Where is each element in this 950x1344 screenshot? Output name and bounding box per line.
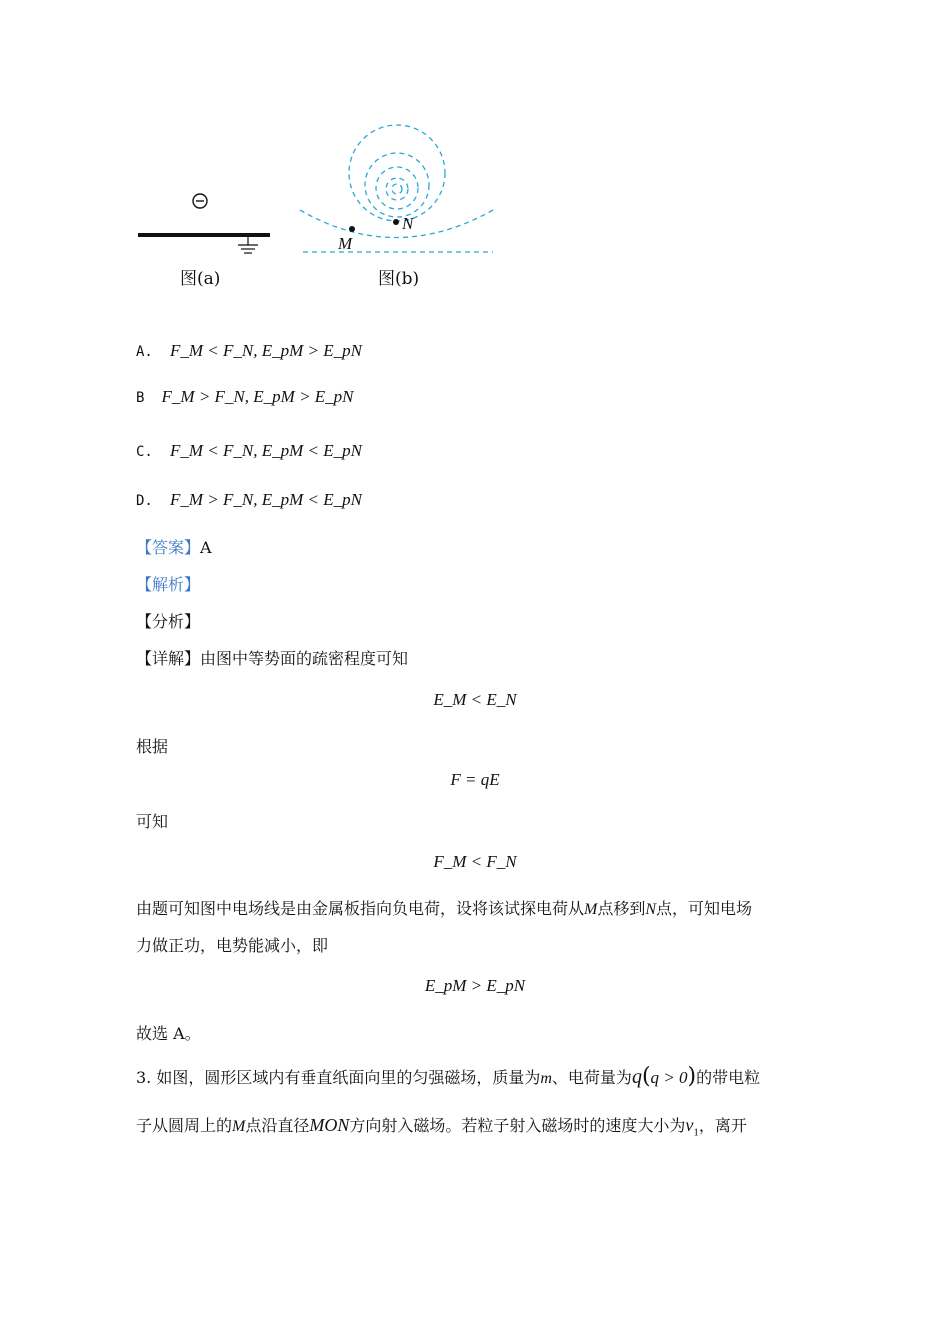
- para-n: N: [645, 901, 657, 918]
- figure-b: [295, 115, 500, 265]
- q3-line-1: 3. 如图，圆形区域内有垂直纸面向里的匀强磁场，质量为m、电荷量为q(q > 0)的带电粒: [136, 1064, 761, 1089]
- equipotential-circle-5: [392, 184, 402, 194]
- ground-icon: [238, 237, 258, 253]
- point-n-dot: [393, 219, 399, 225]
- q3-condition: q > 0: [650, 1068, 688, 1087]
- fig-a-caption: 图(a): [180, 269, 221, 289]
- option-a-formula: F_M < F_N, E_pM > E_pN: [169, 341, 362, 360]
- option-d-letter: D.: [136, 493, 153, 509]
- genju-text: 根据: [136, 737, 169, 756]
- option-a: [136, 341, 362, 361]
- q3-point-m: M: [232, 1118, 246, 1135]
- point-m-dot: [349, 226, 355, 232]
- equation-4: E_pM > E_pN: [424, 976, 526, 995]
- fig-b-caption: 图(b): [378, 269, 420, 289]
- answer-row: [136, 535, 212, 558]
- para-m: M: [584, 901, 598, 918]
- figure-a: [130, 185, 280, 265]
- equipotential-circle-1: [349, 125, 445, 221]
- option-c-letter: C.: [136, 444, 153, 460]
- option-b: [136, 387, 354, 407]
- answer-tag: 【答案】: [136, 538, 201, 557]
- equipotential-circle-3: [376, 167, 418, 209]
- equipotential-circle-4: [386, 178, 408, 200]
- equation-1: E_M < E_N: [433, 690, 517, 709]
- detail-row: [136, 646, 408, 669]
- fenxi-tag: 【分析】: [136, 612, 201, 631]
- equation-2: F = qE: [450, 770, 500, 789]
- point-m-label: M: [338, 234, 353, 253]
- q3-mass: m: [540, 1070, 552, 1087]
- q3-charge: q: [631, 1066, 642, 1088]
- paragraph-line-2: 力做正功，电势能减小，即: [136, 936, 329, 955]
- equation-3: F_M < F_N: [433, 852, 517, 871]
- conclusion: 故选 A。: [136, 1024, 201, 1043]
- point-n-label: N: [402, 214, 414, 233]
- option-c-formula: F_M < F_N, E_pM < E_pN: [169, 441, 362, 460]
- option-b-formula: F_M > F_N, E_pM > E_pN: [161, 387, 354, 406]
- analysis-tag: 【解析】: [136, 575, 201, 594]
- option-d: [136, 490, 362, 510]
- detail-tag: 【详解】: [136, 649, 201, 668]
- option-c: [136, 441, 362, 461]
- option-d-formula: F_M > F_N, E_pM < E_pN: [169, 490, 362, 509]
- kezhi-text: 可知: [136, 812, 169, 831]
- paragraph-line-1: 由题可知图中电场线是由金属板指向负电荷，设将该试探电荷从M点移到N点，可知电场: [136, 899, 753, 918]
- answer-value: A: [200, 538, 212, 557]
- equipotential-circle-2: [365, 153, 429, 217]
- detail-text: 由图中等势面的疏密程度可知: [200, 649, 409, 668]
- q3-velocity: $v_1$: [685, 1115, 699, 1139]
- q3-diameter: MON: [309, 1115, 350, 1135]
- option-a-letter: A.: [136, 344, 153, 360]
- option-b-letter: B: [136, 390, 145, 406]
- q3-line-2: 子从圆周上的M点沿直径MON方向射入磁场。若粒子射入磁场时的速度大小为$v_1$，离开: [136, 1115, 747, 1139]
